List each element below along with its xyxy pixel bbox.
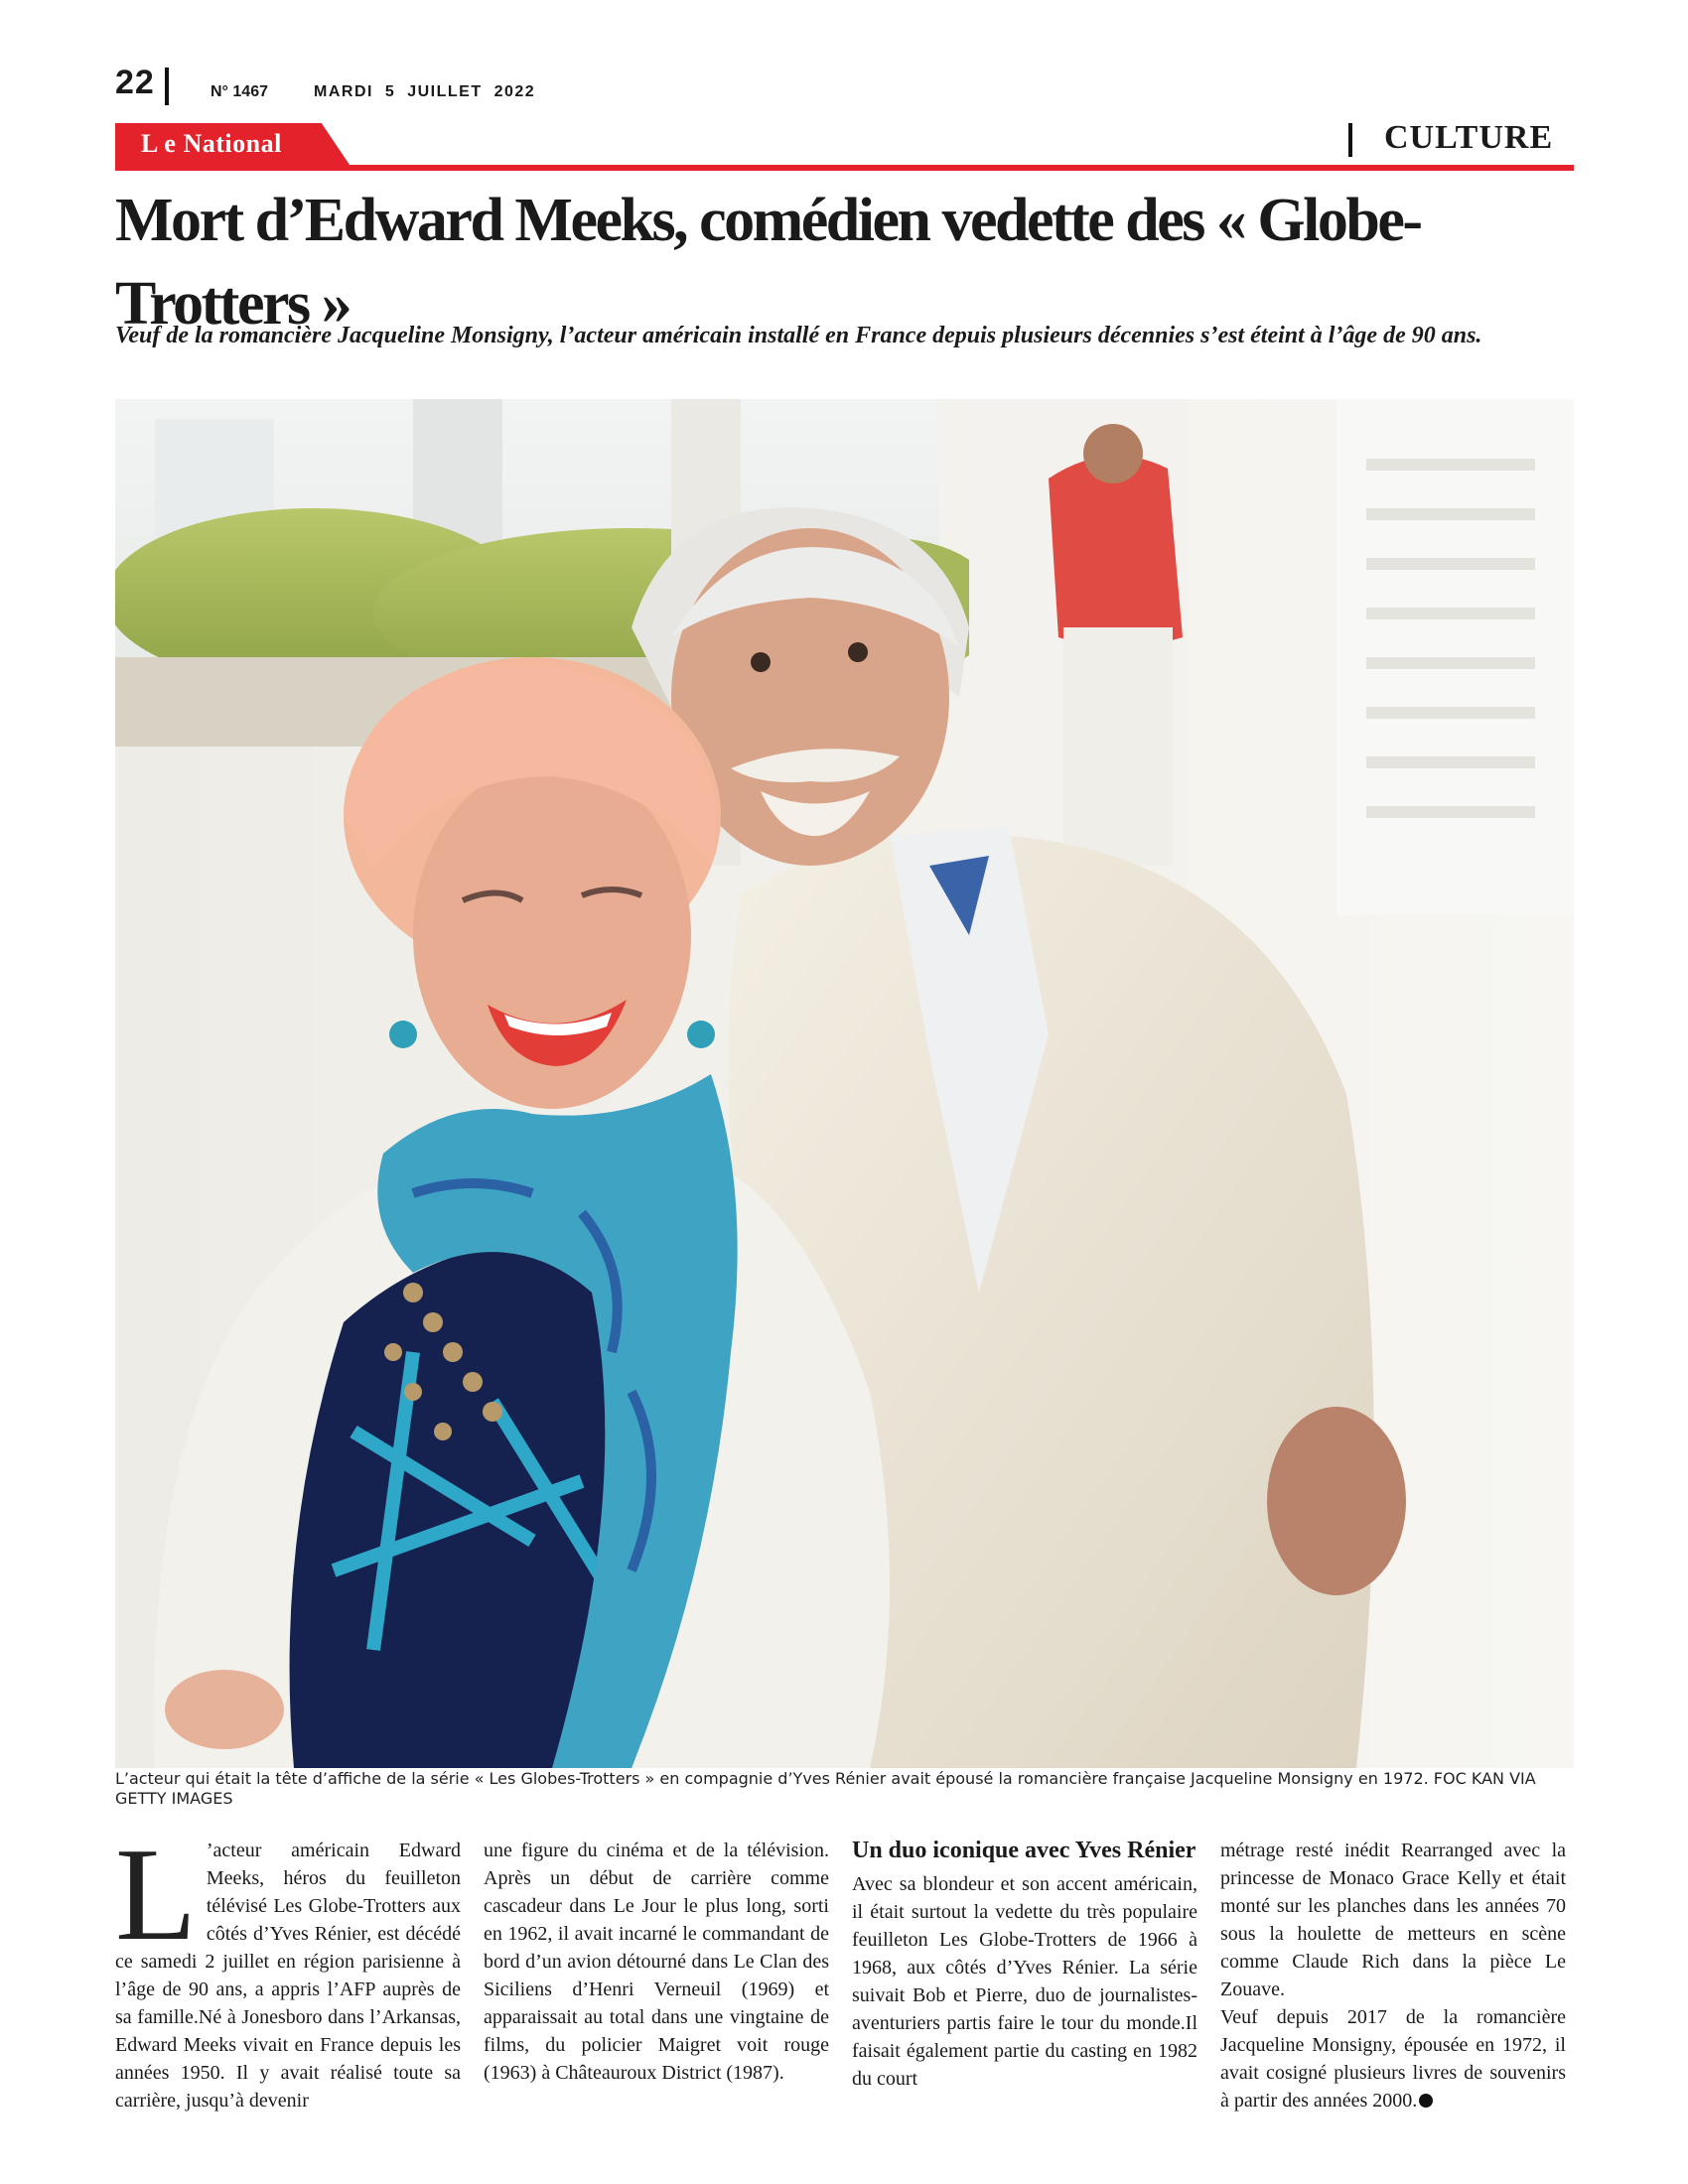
article-headline: Mort d’Edward Meeks, comédien vedette des « Globe-Trotters » [115,187,1421,338]
issue-date: MARDI 5 JUILLET 2022 [314,83,536,100]
article-paragraph: métrage resté inédit Rearranged avec la princesse de Monaco Grace Kelly et était monté sur les planches dans les années 70 sous la houlette de metteurs en scène comme Claude Rich dans la pièce Le Zouave. [1220,1840,1566,2000]
end-of-article-mark [1419,2094,1433,2108]
article-column-1 [115,1821,461,2115]
article-column-4 [1220,1837,1566,2115]
brand-label: L e National [141,129,282,158]
issue-number: N° 1467 [211,83,268,100]
article-paragraph: Veuf depuis 2017 de la romancière Jacqueline Monsigny, épousée en 1972, il avait cosigné plusieurs livres de souvenirs à partir des années 2000. [1220,2006,1566,2112]
article-paragraph: une figure du cinéma et de la télévision. Après un début de carrière comme cascadeur dans Le Jour le plus long, sorti en 1962, il avait incarné le commandant de bord d’un avion détourné dans Le Clan des Siciliens d’Henri Verneuil (1969) et apparaissait au total dans une vingtaine de films, du policier Maigret voit rouge (1963) à Châteauroux District (1987). [484,1840,829,2084]
article-paragraph: Avec sa blondeur et son accent américain, il était surtout la vedette du très populaire feuilleton Les Globe-Trotters de 1966 à 1968, aux côtés d’Yves Rénier. La série suivait Bob et Pierre, duo de journalistes-aventuriers partis faire le tour du monde.Il faisait également partie du casting en 1982 du court [852,1873,1197,2090]
section-label: CULTURE [1384,119,1554,156]
article-subhead: Un duo iconique avec Yves Rénier [852,1838,1196,1863]
page-number: 22 [115,64,155,101]
article-photo [115,399,1574,1768]
drop-cap: L [115,1821,197,1968]
header-rule [115,165,1574,171]
folio-divider [165,68,169,105]
section-divider [1348,123,1352,157]
article-standfirst: Veuf de la romancière Jacqueline Monsigny, l’acteur américain installé en France depuis plusieurs décennies s’est éteint à l’âge de 90 ans. [115,323,1482,348]
article-column-2 [484,1837,829,2087]
photo-caption: L’acteur qui était la tête d’affiche de la série « Les Globes-Trotters » en compagnie d’Yves Rénier avait épousé la romancière française Jacqueline Monsigny en 1972. FOC KAN VIA GETTY IMAGES [115,1769,1536,1808]
article-paragraph: ’acteur américain Edward Meeks, héros du feuilleton télévisé Les Globe-Trotters aux côtés d’Yves Rénier, est décédé ce samedi 2 juillet en région parisienne à l’âge de 90 ans, a appris l’AFP auprès de sa famille.Né à Jonesboro dans l’Arkansas, Edward Meeks vivait en France depuis les années 1950. Il y avait réalisé toute sa carrière, jusqu’à devenir [115,1840,461,2112]
article-column-3 [852,1837,1197,2093]
